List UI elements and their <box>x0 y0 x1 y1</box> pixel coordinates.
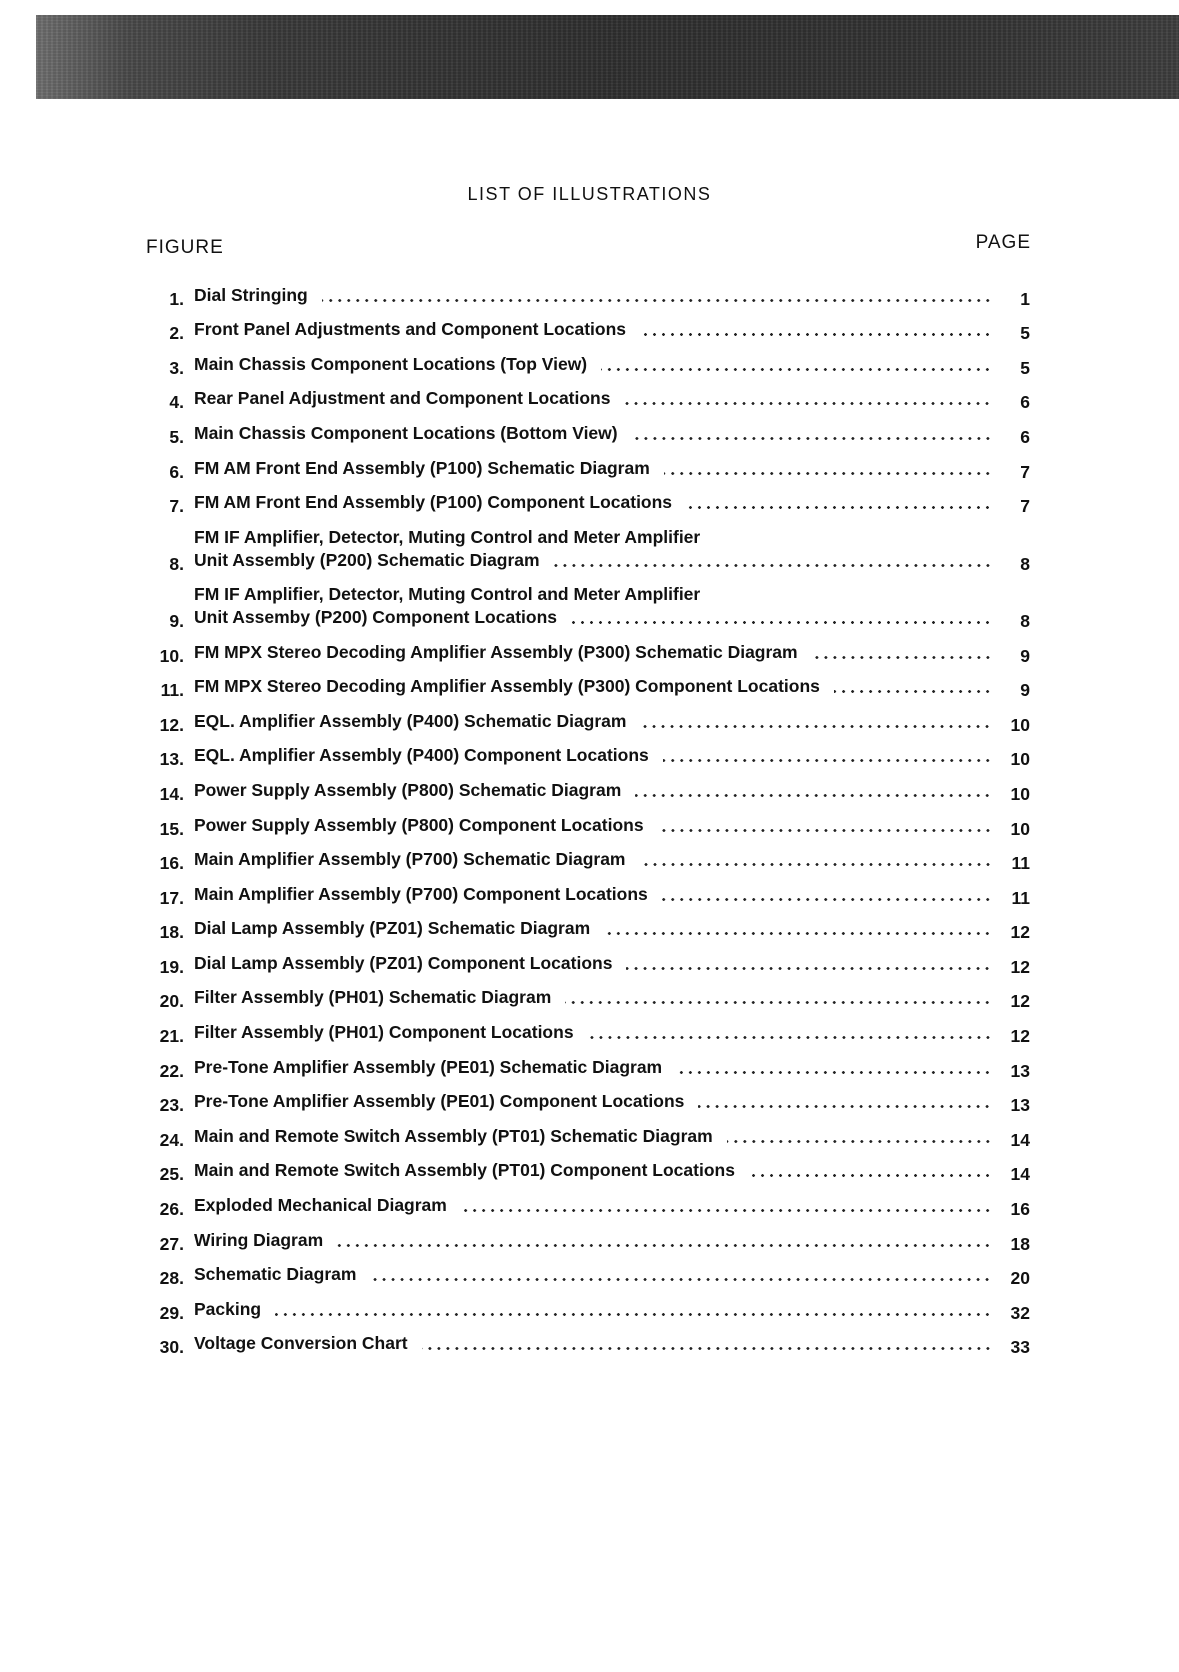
figure-title: Main Amplifier Assembly (P700) Component Locations <box>194 883 648 904</box>
figure-title: Voltage Conversion Chart <box>194 1333 408 1354</box>
figure-entry <box>194 1332 1030 1358</box>
figure-line <box>194 641 1030 664</box>
figure-title: Filter Assembly (PH01) Schematic Diagram <box>194 987 552 1008</box>
page-number: 32 <box>1010 1302 1030 1323</box>
list-item <box>140 341 1030 376</box>
header-band <box>36 15 1179 99</box>
list-item <box>140 664 1030 699</box>
figure-entry <box>194 848 1030 874</box>
dot-leader <box>370 1278 992 1281</box>
figure-number: 15. <box>159 818 184 839</box>
dot-leader <box>664 472 992 475</box>
list-item <box>140 871 1030 906</box>
page-number: 13 <box>1010 1060 1030 1081</box>
dot-leader <box>834 690 992 693</box>
figure-entry <box>194 1125 1030 1148</box>
figure-title: Front Panel Adjustments and Component Locations <box>194 319 627 340</box>
figure-number: 23. <box>159 1095 184 1116</box>
figure-title: Main Chassis Component Locations (Top View) <box>194 353 588 374</box>
figure-entry <box>194 353 1030 376</box>
figure-number: 20. <box>159 991 184 1012</box>
page-number: 13 <box>1010 1095 1030 1116</box>
page-column-heading: PAGE <box>975 232 1031 253</box>
list-item <box>140 837 1030 872</box>
figure-line <box>194 1125 1030 1148</box>
dot-leader <box>640 725 992 728</box>
figure-title: Filter Assembly (PH01) Component Locations <box>194 1022 574 1043</box>
list-item <box>140 1286 1030 1321</box>
page-number: 11 <box>1011 853 1030 874</box>
figure-title-line1: FM IF Amplifier, Detector, Muting Control and Meter Amplifier <box>194 583 701 604</box>
figure-entry <box>194 1021 1030 1047</box>
dot-leader <box>635 794 992 797</box>
figure-line <box>194 549 1030 572</box>
list-item <box>140 376 1030 411</box>
figure-entry <box>194 779 1030 802</box>
list-item <box>140 940 1030 975</box>
dot-leader <box>554 564 992 567</box>
figure-number: 8. <box>169 553 184 574</box>
dot-leader <box>461 1209 992 1212</box>
list-item <box>140 767 1030 802</box>
page-number: 5 <box>1020 357 1030 378</box>
list-item <box>140 410 1030 445</box>
figure-title: Unit Assemby (P200) Component Locations <box>194 606 558 627</box>
figure-title-line1: FM IF Amplifier, Detector, Muting Control and Meter Amplifier <box>194 526 701 547</box>
dot-leader <box>676 1071 992 1074</box>
dot-leader <box>322 299 992 302</box>
figure-line <box>194 1298 1030 1321</box>
page-number: 8 <box>1020 553 1030 574</box>
figure-entry <box>194 284 1030 307</box>
dot-leader <box>565 1001 992 1004</box>
figure-number: 1. <box>169 288 184 309</box>
list-item <box>140 307 1030 342</box>
figure-title: Main Chassis Component Locations (Bottom View) <box>194 422 618 443</box>
figure-line <box>194 1056 1030 1079</box>
figure-entry <box>194 744 1030 770</box>
figure-number: 3. <box>169 357 184 378</box>
figure-title: Exploded Mechanical Diagram <box>194 1195 447 1216</box>
figure-title: Main and Remote Switch Assembly (PT01) Component Locations <box>194 1160 735 1181</box>
list-item <box>140 480 1030 515</box>
dot-leader <box>662 898 992 901</box>
dot-leader <box>686 506 992 509</box>
page-number: 20 <box>1010 1268 1030 1289</box>
page-number: 33 <box>1010 1337 1030 1358</box>
dot-leader <box>626 967 992 970</box>
page-number: 8 <box>1020 610 1030 631</box>
page-number: 6 <box>1020 392 1030 413</box>
figure-number: 4. <box>169 392 184 413</box>
illustrations-list <box>140 272 1030 1358</box>
figure-line <box>194 1263 1030 1289</box>
figure-line <box>194 952 1030 975</box>
figure-line <box>194 1021 1030 1047</box>
figure-line <box>194 284 1030 307</box>
dot-leader <box>698 1105 992 1108</box>
figure-number: 29. <box>159 1302 184 1323</box>
list-item <box>140 906 1030 941</box>
figure-line <box>194 387 1030 413</box>
figure-number: 5. <box>169 426 184 447</box>
figure-title: Pre-Tone Amplifier Assembly (PE01) Schematic Diagram <box>194 1056 663 1077</box>
dot-leader <box>422 1347 992 1350</box>
dot-leader <box>632 437 992 440</box>
figure-number: 12. <box>159 714 184 735</box>
figure-number: 6. <box>169 461 184 482</box>
list-item <box>140 272 1030 307</box>
figure-number: 19. <box>159 956 184 977</box>
page-number: 6 <box>1020 426 1030 447</box>
list-item <box>140 572 1030 629</box>
figure-number: 16. <box>159 853 184 874</box>
figure-line <box>194 710 1030 733</box>
list-item <box>140 1113 1030 1148</box>
figure-entry <box>194 641 1030 664</box>
figure-line <box>194 1194 1030 1220</box>
dot-leader <box>640 863 993 866</box>
page-number: 10 <box>1010 783 1030 804</box>
page-number: 1 <box>1020 288 1030 309</box>
list-item <box>140 1148 1030 1183</box>
figure-entry <box>194 491 1030 517</box>
dot-leader <box>604 932 992 935</box>
figure-title: Schematic Diagram <box>194 1264 357 1285</box>
figure-line <box>194 917 1030 943</box>
list-item <box>140 445 1030 480</box>
page-number: 12 <box>1010 922 1030 943</box>
figure-line <box>194 457 1030 480</box>
figure-entry <box>194 526 1030 572</box>
page-number: 10 <box>1010 749 1030 770</box>
figure-entry <box>194 952 1030 975</box>
figure-title: FM AM Front End Assembly (P100) Schematic Diagram <box>194 457 650 478</box>
figure-line <box>194 883 1030 906</box>
page-number: 12 <box>1010 956 1030 977</box>
figure-line <box>194 814 1030 837</box>
figure-number: 24. <box>159 1129 184 1150</box>
dot-leader <box>749 1174 992 1177</box>
figure-number: 26. <box>159 1199 184 1220</box>
figure-line <box>194 1229 1030 1252</box>
figure-title: FM MPX Stereo Decoding Amplifier Assembly (P300) Component Locations <box>194 676 820 697</box>
page-number: 11 <box>1011 887 1030 908</box>
figure-number: 30. <box>159 1337 184 1358</box>
figure-entry <box>194 583 1030 629</box>
figure-entry <box>194 422 1030 445</box>
figure-line <box>194 318 1030 344</box>
page-title: LIST OF ILLUSTRATIONS <box>467 184 712 204</box>
figure-entry <box>194 710 1030 733</box>
figure-entry <box>194 1194 1030 1220</box>
dot-leader <box>337 1244 992 1247</box>
figure-title: EQL. Amplifier Assembly (P400) Schematic Diagram <box>194 710 627 731</box>
list-item <box>140 629 1030 664</box>
page-number: 10 <box>1010 714 1030 735</box>
dot-leader <box>640 333 992 336</box>
list-item <box>140 1321 1030 1356</box>
figure-entry <box>194 1159 1030 1185</box>
figure-title: Main Amplifier Assembly (P700) Schematic Diagram <box>194 849 626 870</box>
list-item <box>140 1009 1030 1047</box>
figure-line <box>194 986 1030 1012</box>
dot-leader <box>624 402 992 405</box>
page-number: 5 <box>1020 323 1030 344</box>
figure-title: EQL. Amplifier Assembly (P400) Component Locations <box>194 745 649 766</box>
figure-title: Unit Assembly (P200) Schematic Diagram <box>194 549 540 570</box>
figure-number: 9. <box>169 610 184 631</box>
figure-title: FM AM Front End Assembly (P100) Component Locations <box>194 492 673 513</box>
list-item <box>140 1252 1030 1287</box>
dot-leader <box>663 759 992 762</box>
figure-column-heading: FIGURE <box>146 237 224 258</box>
figure-entry <box>194 1263 1030 1289</box>
dot-leader <box>571 621 992 624</box>
figure-entry <box>194 1056 1030 1079</box>
figure-line <box>194 848 1030 874</box>
figure-number: 14. <box>159 783 184 804</box>
dot-leader <box>601 368 992 371</box>
figure-number: 17. <box>159 887 184 908</box>
figure-number: 7. <box>169 496 184 517</box>
figure-line <box>194 353 1030 376</box>
figure-title: Dial Lamp Assembly (PZ01) Component Locations <box>194 952 613 973</box>
figure-entry <box>194 1229 1030 1252</box>
figure-entry <box>194 387 1030 413</box>
figure-number: 25. <box>159 1164 184 1185</box>
figure-entry <box>194 457 1030 480</box>
dot-leader <box>658 829 992 832</box>
figure-number: 28. <box>159 1268 184 1289</box>
figure-line <box>194 422 1030 445</box>
list-item <box>140 1217 1030 1252</box>
figure-line <box>194 675 1030 701</box>
figure-line <box>194 744 1030 770</box>
figure-entry <box>194 318 1030 344</box>
figure-entry <box>194 675 1030 701</box>
figure-entry <box>194 986 1030 1012</box>
figure-line <box>194 606 1030 629</box>
figure-title: Power Supply Assembly (P800) Schematic Diagram <box>194 779 622 800</box>
page-number: 18 <box>1010 1233 1030 1254</box>
figure-number: 27. <box>159 1233 184 1254</box>
figure-number: 11. <box>160 680 184 701</box>
figure-number: 10. <box>159 645 184 666</box>
figure-title: Rear Panel Adjustment and Component Locations <box>194 388 611 409</box>
figure-number: 2. <box>169 323 184 344</box>
figure-line <box>194 779 1030 802</box>
figure-title: Wiring Diagram <box>194 1229 324 1250</box>
figure-entry <box>194 1298 1030 1321</box>
page-number: 12 <box>1010 1026 1030 1047</box>
list-item <box>140 514 1030 574</box>
page-number: 10 <box>1010 818 1030 839</box>
figure-title: Pre-Tone Amplifier Assembly (PE01) Component Locations <box>194 1091 685 1112</box>
figure-title: Dial Stringing <box>194 284 308 305</box>
page-number: 9 <box>1020 680 1030 701</box>
figure-title: Main and Remote Switch Assembly (PT01) Schematic Diagram <box>194 1125 713 1146</box>
figure-title: FM MPX Stereo Decoding Amplifier Assembly (P300) Schematic Diagram <box>194 641 798 662</box>
list-item <box>140 802 1030 837</box>
list-item <box>140 975 1030 1010</box>
figure-entry <box>194 883 1030 906</box>
figure-title: Power Supply Assembly (P800) Component Locations <box>194 814 644 835</box>
dot-leader <box>588 1036 992 1039</box>
page-number: 9 <box>1020 645 1030 666</box>
figure-title: Dial Lamp Assembly (PZ01) Schematic Diagram <box>194 918 591 939</box>
figure-line <box>194 1159 1030 1185</box>
page-number: 7 <box>1020 496 1030 517</box>
figure-line <box>194 1332 1030 1358</box>
page-number: 14 <box>1010 1129 1030 1150</box>
page-number: 7 <box>1020 461 1030 482</box>
figure-title: Packing <box>194 1298 262 1319</box>
figure-number: 18. <box>159 922 184 943</box>
list-item <box>140 1079 1030 1114</box>
dot-leader <box>275 1313 992 1316</box>
figure-number: 21. <box>159 1026 184 1047</box>
figure-line <box>194 491 1030 517</box>
dot-leader <box>727 1140 992 1143</box>
dot-leader <box>812 656 992 659</box>
page-number: 14 <box>1010 1164 1030 1185</box>
figure-number: 13. <box>159 749 184 770</box>
list-item <box>140 1044 1030 1079</box>
figure-entry <box>194 917 1030 943</box>
list-item <box>140 1182 1030 1220</box>
page-number: 16 <box>1010 1199 1030 1220</box>
figure-number: 22. <box>159 1060 184 1081</box>
page-number: 12 <box>1010 991 1030 1012</box>
list-item <box>140 698 1030 733</box>
figure-entry <box>194 814 1030 837</box>
figure-entry <box>194 1090 1030 1116</box>
list-item <box>140 733 1030 768</box>
figure-line <box>194 1090 1030 1116</box>
